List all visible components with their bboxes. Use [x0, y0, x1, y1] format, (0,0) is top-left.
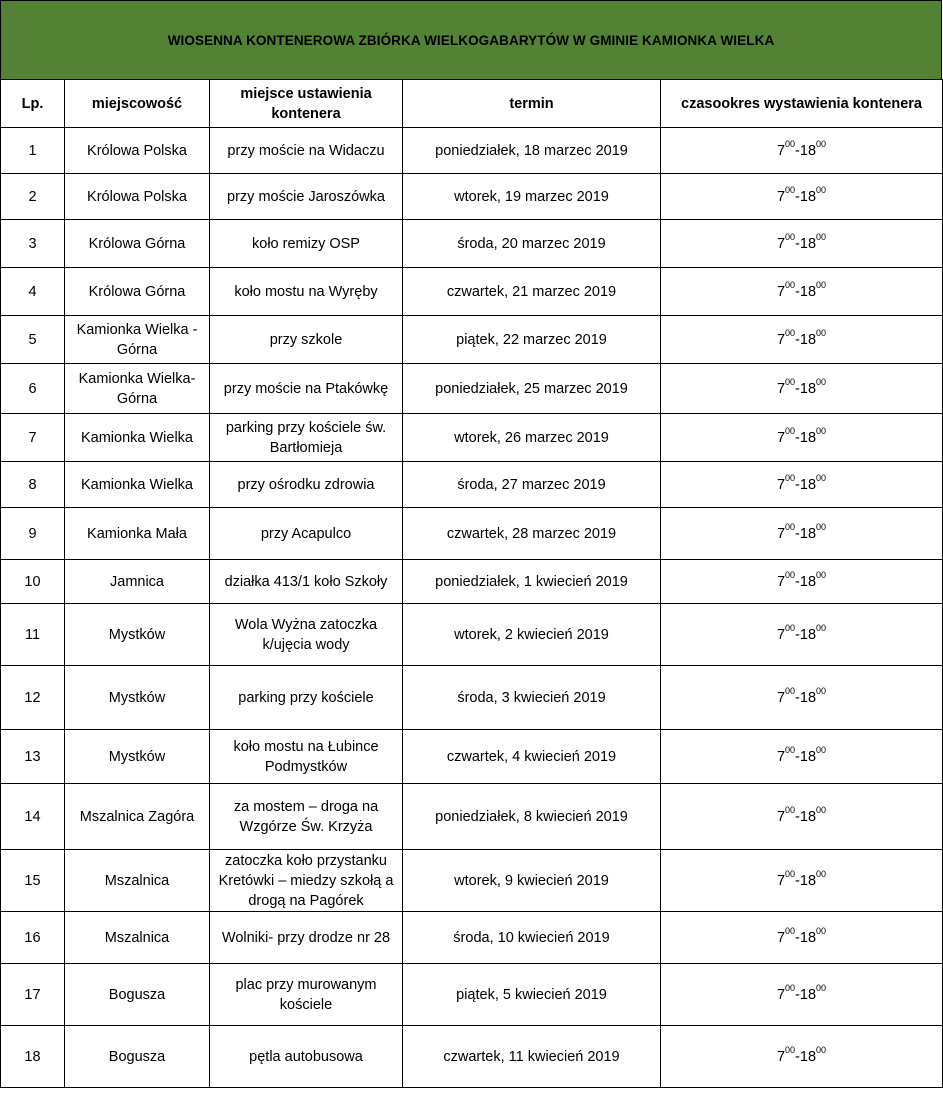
time-start-minutes: 00: [785, 472, 796, 483]
time-end-hour: 18: [799, 689, 817, 706]
cell-czas: [661, 268, 943, 316]
time-start-minutes: 00: [785, 685, 796, 696]
table-row: [1, 364, 943, 414]
cell-termin: piątek, 5 kwiecień 2019: [403, 964, 661, 1026]
table-row: [1, 508, 943, 560]
cell-lp: 16: [1, 912, 65, 964]
time-end-minutes: 00: [816, 231, 827, 242]
cell-czas: [661, 560, 943, 604]
time-end-hour: 18: [799, 573, 817, 590]
cell-miejscowosc: Mystków: [65, 604, 210, 666]
cell-miejsce: koło mostu na Łubince Podmystków: [210, 730, 403, 784]
cell-termin: czwartek, 21 marzec 2019: [403, 268, 661, 316]
time-end-hour: 18: [799, 872, 817, 889]
time-start-hour: 7: [776, 525, 786, 542]
time-end-hour: 18: [799, 380, 817, 397]
time-end-minutes: 00: [816, 138, 827, 149]
time-start-hour: 7: [776, 235, 786, 252]
time-end-hour: 18: [799, 929, 817, 946]
time-start-hour: 7: [776, 808, 786, 825]
time-end-minutes: 00: [816, 868, 827, 879]
cell-miejsce: działka 413/1 koło Szkoły: [210, 560, 403, 604]
time-end-minutes: 00: [816, 327, 827, 338]
cell-lp: 2: [1, 174, 65, 220]
cell-miejscowosc: Mszalnica: [65, 850, 210, 912]
cell-termin: czwartek, 11 kwiecień 2019: [403, 1026, 661, 1088]
cell-lp: 13: [1, 730, 65, 784]
cell-miejscowosc: Bogusza: [65, 1026, 210, 1088]
time-separator: -: [795, 476, 800, 493]
cell-miejsce: Wola Wyżna zatoczka k/ujęcia wody: [210, 604, 403, 666]
table-row: [1, 220, 943, 268]
cell-termin: wtorek, 26 marzec 2019: [403, 414, 661, 462]
time-end-minutes: 00: [816, 685, 827, 696]
cell-lp: 3: [1, 220, 65, 268]
table-body: [1, 128, 943, 1088]
cell-miejscowosc: Kamionka Wielka-Górna: [65, 364, 210, 414]
cell-lp: 1: [1, 128, 65, 174]
cell-lp: 12: [1, 666, 65, 730]
cell-miejscowosc: Królowa Górna: [65, 220, 210, 268]
table-row: [1, 604, 943, 666]
table-row: [1, 964, 943, 1026]
time-start-minutes: 00: [785, 982, 796, 993]
cell-miejsce: plac przy murowanym kościele: [210, 964, 403, 1026]
cell-czas: [661, 508, 943, 560]
cell-lp: 4: [1, 268, 65, 316]
time-separator: -: [795, 525, 800, 542]
time-end-minutes: 00: [816, 569, 827, 580]
time-start-hour: 7: [776, 283, 786, 300]
cell-miejsce: pętla autobusowa: [210, 1026, 403, 1088]
cell-lp: 7: [1, 414, 65, 462]
cell-miejsce: przy ośrodku zdrowia: [210, 462, 403, 508]
cell-termin: środa, 3 kwiecień 2019: [403, 666, 661, 730]
header-miejsce: miejsce ustawienia kontenera: [210, 80, 403, 128]
time-start-hour: 7: [776, 872, 786, 889]
time-start-minutes: 00: [785, 425, 796, 436]
cell-miejsce: koło remizy OSP: [210, 220, 403, 268]
time-separator: -: [795, 872, 800, 889]
time-start-minutes: 00: [785, 184, 796, 195]
cell-miejsce: parking przy kościele: [210, 666, 403, 730]
cell-lp: 17: [1, 964, 65, 1026]
cell-miejscowosc: Mystków: [65, 730, 210, 784]
time-start-hour: 7: [776, 429, 786, 446]
cell-miejscowosc: Kamionka Wielka - Górna: [65, 316, 210, 364]
time-separator: -: [795, 986, 800, 1003]
time-separator: -: [795, 626, 800, 643]
time-separator: -: [795, 929, 800, 946]
time-start-hour: 7: [776, 476, 786, 493]
cell-czas: [661, 850, 943, 912]
cell-termin: czwartek, 28 marzec 2019: [403, 508, 661, 560]
cell-miejscowosc: Mszalnica: [65, 912, 210, 964]
cell-miejsce: parking przy kościele św. Bartłomieja: [210, 414, 403, 462]
table-row: [1, 784, 943, 850]
cell-lp: 18: [1, 1026, 65, 1088]
time-start-hour: 7: [776, 142, 786, 159]
time-end-minutes: 00: [816, 184, 827, 195]
cell-termin: wtorek, 9 kwiecień 2019: [403, 850, 661, 912]
cell-miejscowosc: Kamionka Mała: [65, 508, 210, 560]
table-row: [1, 666, 943, 730]
header-miejscowosc: miejscowość: [65, 80, 210, 128]
table-row: [1, 912, 943, 964]
time-end-hour: 18: [799, 429, 817, 446]
time-end-minutes: 00: [816, 521, 827, 532]
cell-miejsce: przy szkole: [210, 316, 403, 364]
header-termin: termin: [403, 80, 661, 128]
cell-czas: [661, 1026, 943, 1088]
cell-czas: [661, 316, 943, 364]
time-end-hour: 18: [799, 142, 817, 159]
cell-lp: 10: [1, 560, 65, 604]
cell-lp: 5: [1, 316, 65, 364]
time-start-minutes: 00: [785, 569, 796, 580]
cell-czas: [661, 128, 943, 174]
cell-termin: środa, 20 marzec 2019: [403, 220, 661, 268]
cell-czas: [661, 364, 943, 414]
time-separator: -: [795, 142, 800, 159]
time-start-hour: 7: [776, 748, 786, 765]
cell-termin: wtorek, 2 kwiecień 2019: [403, 604, 661, 666]
cell-termin: poniedziałek, 25 marzec 2019: [403, 364, 661, 414]
time-start-hour: 7: [776, 188, 786, 205]
time-start-minutes: 00: [785, 1044, 796, 1055]
time-end-hour: 18: [799, 626, 817, 643]
cell-lp: 15: [1, 850, 65, 912]
time-start-minutes: 00: [785, 622, 796, 633]
cell-miejscowosc: Królowa Polska: [65, 174, 210, 220]
time-separator: -: [795, 808, 800, 825]
time-separator: -: [795, 380, 800, 397]
time-start-hour: 7: [776, 380, 786, 397]
time-end-hour: 18: [799, 188, 817, 205]
cell-miejscowosc: Mszalnica Zagóra: [65, 784, 210, 850]
time-separator: -: [795, 331, 800, 348]
time-start-hour: 7: [776, 986, 786, 1003]
cell-lp: 6: [1, 364, 65, 414]
time-end-minutes: 00: [816, 804, 827, 815]
time-separator: -: [795, 689, 800, 706]
time-start-minutes: 00: [785, 744, 796, 755]
schedule-table: [0, 79, 943, 1088]
cell-termin: poniedziałek, 1 kwiecień 2019: [403, 560, 661, 604]
time-end-minutes: 00: [816, 1044, 827, 1055]
time-end-hour: 18: [799, 1048, 817, 1065]
time-start-minutes: 00: [785, 279, 796, 290]
time-end-hour: 18: [799, 283, 817, 300]
time-end-hour: 18: [799, 748, 817, 765]
time-end-hour: 18: [799, 525, 817, 542]
time-start-minutes: 00: [785, 521, 796, 532]
time-end-minutes: 00: [816, 376, 827, 387]
time-end-hour: 18: [799, 986, 817, 1003]
cell-termin: wtorek, 19 marzec 2019: [403, 174, 661, 220]
cell-miejscowosc: Bogusza: [65, 964, 210, 1026]
time-start-hour: 7: [776, 929, 786, 946]
cell-czas: [661, 964, 943, 1026]
time-start-minutes: 00: [785, 868, 796, 879]
table-row: [1, 414, 943, 462]
time-end-minutes: 00: [816, 925, 827, 936]
cell-lp: 8: [1, 462, 65, 508]
time-separator: -: [795, 235, 800, 252]
time-end-hour: 18: [799, 235, 817, 252]
time-start-hour: 7: [776, 573, 786, 590]
table-row: [1, 316, 943, 364]
cell-lp: 11: [1, 604, 65, 666]
time-end-minutes: 00: [816, 279, 827, 290]
cell-miejscowosc: Mystków: [65, 666, 210, 730]
time-end-hour: 18: [799, 331, 817, 348]
time-end-hour: 18: [799, 476, 817, 493]
time-end-minutes: 00: [816, 744, 827, 755]
table-row: [1, 174, 943, 220]
cell-termin: środa, 27 marzec 2019: [403, 462, 661, 508]
cell-czas: [661, 912, 943, 964]
cell-miejsce: za mostem – droga na Wzgórze Św. Krzyża: [210, 784, 403, 850]
time-start-minutes: 00: [785, 925, 796, 936]
cell-czas: [661, 604, 943, 666]
cell-miejsce: przy Acapulco: [210, 508, 403, 560]
time-end-minutes: 00: [816, 622, 827, 633]
cell-czas: [661, 414, 943, 462]
cell-miejscowosc: Jamnica: [65, 560, 210, 604]
time-start-hour: 7: [776, 689, 786, 706]
cell-termin: poniedziałek, 8 kwiecień 2019: [403, 784, 661, 850]
time-end-minutes: 00: [816, 982, 827, 993]
cell-czas: [661, 666, 943, 730]
cell-czas: [661, 220, 943, 268]
time-end-minutes: 00: [816, 472, 827, 483]
cell-miejscowosc: Królowa Polska: [65, 128, 210, 174]
cell-czas: [661, 784, 943, 850]
table-row: [1, 128, 943, 174]
time-separator: -: [795, 748, 800, 765]
time-separator: -: [795, 188, 800, 205]
header-row: [1, 80, 943, 128]
time-start-minutes: 00: [785, 376, 796, 387]
cell-miejscowosc: Kamionka Wielka: [65, 414, 210, 462]
cell-termin: poniedziałek, 18 marzec 2019: [403, 128, 661, 174]
cell-miejsce: Wolniki- przy drodze nr 28: [210, 912, 403, 964]
cell-termin: środa, 10 kwiecień 2019: [403, 912, 661, 964]
time-separator: -: [795, 429, 800, 446]
table-row: [1, 850, 943, 912]
time-end-hour: 18: [799, 808, 817, 825]
cell-miejsce: przy moście na Ptakówkę: [210, 364, 403, 414]
table-row: [1, 1026, 943, 1088]
table-row: [1, 268, 943, 316]
cell-termin: piątek, 22 marzec 2019: [403, 316, 661, 364]
time-start-minutes: 00: [785, 138, 796, 149]
time-start-hour: 7: [776, 1048, 786, 1065]
cell-czas: [661, 730, 943, 784]
cell-miejsce: przy moście Jaroszówka: [210, 174, 403, 220]
cell-czas: [661, 462, 943, 508]
header-lp: Lp.: [1, 80, 65, 128]
cell-miejsce: koło mostu na Wyręby: [210, 268, 403, 316]
time-start-hour: 7: [776, 331, 786, 348]
cell-czas: [661, 174, 943, 220]
time-separator: -: [795, 573, 800, 590]
time-start-hour: 7: [776, 626, 786, 643]
table-row: [1, 560, 943, 604]
cell-miejscowosc: Kamionka Wielka: [65, 462, 210, 508]
time-start-minutes: 00: [785, 231, 796, 242]
time-start-minutes: 00: [785, 804, 796, 815]
cell-miejscowosc: Królowa Górna: [65, 268, 210, 316]
cell-miejsce: zatoczka koło przystanku Kretówki – miedzy szkołą a drogą na Pagórek: [210, 850, 403, 912]
page-title: WIOSENNA KONTENEROWA ZBIÓRKA WIELKOGABARYTÓW W GMINIE KAMIONKA WIELKA: [0, 0, 942, 79]
time-separator: -: [795, 1048, 800, 1065]
table-row: [1, 462, 943, 508]
cell-lp: 9: [1, 508, 65, 560]
header-czas: czasookres wystawienia kontenera: [661, 80, 943, 128]
cell-miejsce: przy moście na Widaczu: [210, 128, 403, 174]
cell-termin: czwartek, 4 kwiecień 2019: [403, 730, 661, 784]
table-row: [1, 730, 943, 784]
cell-lp: 14: [1, 784, 65, 850]
time-start-minutes: 00: [785, 327, 796, 338]
time-separator: -: [795, 283, 800, 300]
time-end-minutes: 00: [816, 425, 827, 436]
